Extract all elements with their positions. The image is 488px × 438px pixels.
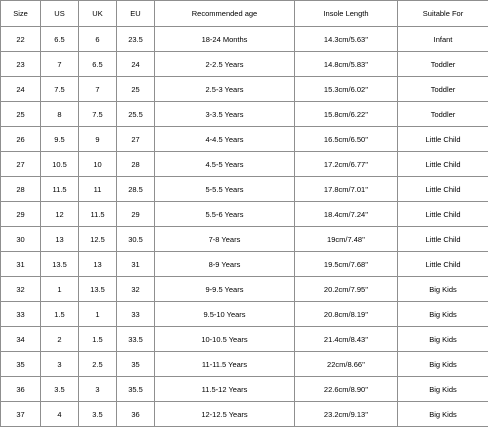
header-size: Size xyxy=(1,1,41,27)
size-cell: 27 xyxy=(1,152,41,177)
table-row xyxy=(1,252,488,277)
us-cell: 8 xyxy=(41,102,79,127)
size-cell: 25 xyxy=(1,102,41,127)
eu-cell: 25 xyxy=(117,77,155,102)
us-cell: 10.5 xyxy=(41,152,79,177)
table-row xyxy=(1,327,488,352)
us-cell: 7.5 xyxy=(41,77,79,102)
age-cell: 10-10.5 Years xyxy=(155,327,295,352)
table-body xyxy=(1,27,488,427)
suitable-for-cell: Big Kids xyxy=(398,377,488,402)
table-row xyxy=(1,302,488,327)
insole-length-cell: 19cm/7.48'' xyxy=(295,227,398,252)
size-cell: 31 xyxy=(1,252,41,277)
table-row xyxy=(1,402,488,427)
insole-length-cell: 23.2cm/9.13'' xyxy=(295,402,398,427)
suitable-for-cell: Little Child xyxy=(398,127,488,152)
uk-cell: 6 xyxy=(79,27,117,52)
table-row xyxy=(1,202,488,227)
suitable-for-cell: Infant xyxy=(398,27,488,52)
table-row xyxy=(1,77,488,102)
us-cell: 4 xyxy=(41,402,79,427)
uk-cell: 9 xyxy=(79,127,117,152)
uk-cell: 11 xyxy=(79,177,117,202)
us-cell: 7 xyxy=(41,52,79,77)
uk-cell: 13 xyxy=(79,252,117,277)
uk-cell: 10 xyxy=(79,152,117,177)
insole-length-cell: 14.3cm/5.63'' xyxy=(295,27,398,52)
size-cell: 33 xyxy=(1,302,41,327)
size-cell: 36 xyxy=(1,377,41,402)
size-cell: 35 xyxy=(1,352,41,377)
size-cell: 37 xyxy=(1,402,41,427)
suitable-for-cell: Big Kids xyxy=(398,327,488,352)
size-cell: 30 xyxy=(1,227,41,252)
header-row xyxy=(1,1,488,27)
header-eu: EU xyxy=(117,1,155,27)
us-cell: 3.5 xyxy=(41,377,79,402)
table-row xyxy=(1,277,488,302)
age-cell: 5-5.5 Years xyxy=(155,177,295,202)
age-cell: 2.5-3 Years xyxy=(155,77,295,102)
uk-cell: 11.5 xyxy=(79,202,117,227)
age-cell: 12-12.5 Years xyxy=(155,402,295,427)
age-cell: 2-2.5 Years xyxy=(155,52,295,77)
eu-cell: 31 xyxy=(117,252,155,277)
us-cell: 12 xyxy=(41,202,79,227)
uk-cell: 3 xyxy=(79,377,117,402)
age-cell: 4-4.5 Years xyxy=(155,127,295,152)
us-cell: 9.5 xyxy=(41,127,79,152)
size-cell: 29 xyxy=(1,202,41,227)
table-row xyxy=(1,152,488,177)
uk-cell: 1.5 xyxy=(79,327,117,352)
size-cell: 28 xyxy=(1,177,41,202)
insole-length-cell: 15.8cm/6.22'' xyxy=(295,102,398,127)
size-cell: 23 xyxy=(1,52,41,77)
suitable-for-cell: Little Child xyxy=(398,152,488,177)
eu-cell: 30.5 xyxy=(117,227,155,252)
table-row xyxy=(1,27,488,52)
age-cell: 18-24 Months xyxy=(155,27,295,52)
eu-cell: 33.5 xyxy=(117,327,155,352)
us-cell: 1.5 xyxy=(41,302,79,327)
insole-length-cell: 16.5cm/6.50'' xyxy=(295,127,398,152)
us-cell: 2 xyxy=(41,327,79,352)
suitable-for-cell: Big Kids xyxy=(398,402,488,427)
uk-cell: 6.5 xyxy=(79,52,117,77)
header-suitable-for: Suitable For xyxy=(398,1,488,27)
eu-cell: 28 xyxy=(117,152,155,177)
age-cell: 5.5-6 Years xyxy=(155,202,295,227)
us-cell: 6.5 xyxy=(41,27,79,52)
us-cell: 13 xyxy=(41,227,79,252)
eu-cell: 23.5 xyxy=(117,27,155,52)
insole-length-cell: 17.8cm/7.01'' xyxy=(295,177,398,202)
table-row xyxy=(1,52,488,77)
eu-cell: 35.5 xyxy=(117,377,155,402)
us-cell: 1 xyxy=(41,277,79,302)
eu-cell: 27 xyxy=(117,127,155,152)
table-row xyxy=(1,177,488,202)
size-cell: 26 xyxy=(1,127,41,152)
eu-cell: 25.5 xyxy=(117,102,155,127)
insole-length-cell: 20.8cm/8.19'' xyxy=(295,302,398,327)
insole-length-cell: 21.4cm/8.43'' xyxy=(295,327,398,352)
suitable-for-cell: Toddler xyxy=(398,52,488,77)
eu-cell: 24 xyxy=(117,52,155,77)
age-cell: 3-3.5 Years xyxy=(155,102,295,127)
insole-length-cell: 17.2cm/6.77'' xyxy=(295,152,398,177)
age-cell: 11-11.5 Years xyxy=(155,352,295,377)
eu-cell: 33 xyxy=(117,302,155,327)
table-row xyxy=(1,102,488,127)
suitable-for-cell: Big Kids xyxy=(398,277,488,302)
insole-length-cell: 22cm/8.66'' xyxy=(295,352,398,377)
header-uk: UK xyxy=(79,1,117,27)
size-cell: 34 xyxy=(1,327,41,352)
table-row xyxy=(1,352,488,377)
uk-cell: 3.5 xyxy=(79,402,117,427)
table-row xyxy=(1,227,488,252)
age-cell: 9.5-10 Years xyxy=(155,302,295,327)
eu-cell: 35 xyxy=(117,352,155,377)
suitable-for-cell: Little Child xyxy=(398,177,488,202)
eu-cell: 36 xyxy=(117,402,155,427)
uk-cell: 13.5 xyxy=(79,277,117,302)
header-us: US xyxy=(41,1,79,27)
suitable-for-cell: Toddler xyxy=(398,77,488,102)
insole-length-cell: 14.8cm/5.83'' xyxy=(295,52,398,77)
eu-cell: 29 xyxy=(117,202,155,227)
suitable-for-cell: Little Child xyxy=(398,202,488,227)
age-cell: 7-8 Years xyxy=(155,227,295,252)
insole-length-cell: 22.6cm/8.90'' xyxy=(295,377,398,402)
us-cell: 11.5 xyxy=(41,177,79,202)
age-cell: 9-9.5 Years xyxy=(155,277,295,302)
size-cell: 22 xyxy=(1,27,41,52)
us-cell: 3 xyxy=(41,352,79,377)
eu-cell: 32 xyxy=(117,277,155,302)
insole-length-cell: 20.2cm/7.95'' xyxy=(295,277,398,302)
table-row xyxy=(1,377,488,402)
table-row xyxy=(1,127,488,152)
eu-cell: 28.5 xyxy=(117,177,155,202)
insole-length-cell: 15.3cm/6.02'' xyxy=(295,77,398,102)
header-recommended-age: Recommended age xyxy=(155,1,295,27)
us-cell: 13.5 xyxy=(41,252,79,277)
uk-cell: 7 xyxy=(79,77,117,102)
suitable-for-cell: Little Child xyxy=(398,252,488,277)
uk-cell: 12.5 xyxy=(79,227,117,252)
age-cell: 4.5-5 Years xyxy=(155,152,295,177)
insole-length-cell: 18.4cm/7.24'' xyxy=(295,202,398,227)
age-cell: 11.5-12 Years xyxy=(155,377,295,402)
suitable-for-cell: Toddler xyxy=(398,102,488,127)
size-cell: 32 xyxy=(1,277,41,302)
uk-cell: 7.5 xyxy=(79,102,117,127)
size-cell: 24 xyxy=(1,77,41,102)
uk-cell: 1 xyxy=(79,302,117,327)
suitable-for-cell: Little Child xyxy=(398,227,488,252)
header-insole-length: Insole Length xyxy=(295,1,398,27)
suitable-for-cell: Big Kids xyxy=(398,352,488,377)
suitable-for-cell: Big Kids xyxy=(398,302,488,327)
insole-length-cell: 19.5cm/7.68'' xyxy=(295,252,398,277)
uk-cell: 2.5 xyxy=(79,352,117,377)
age-cell: 8-9 Years xyxy=(155,252,295,277)
